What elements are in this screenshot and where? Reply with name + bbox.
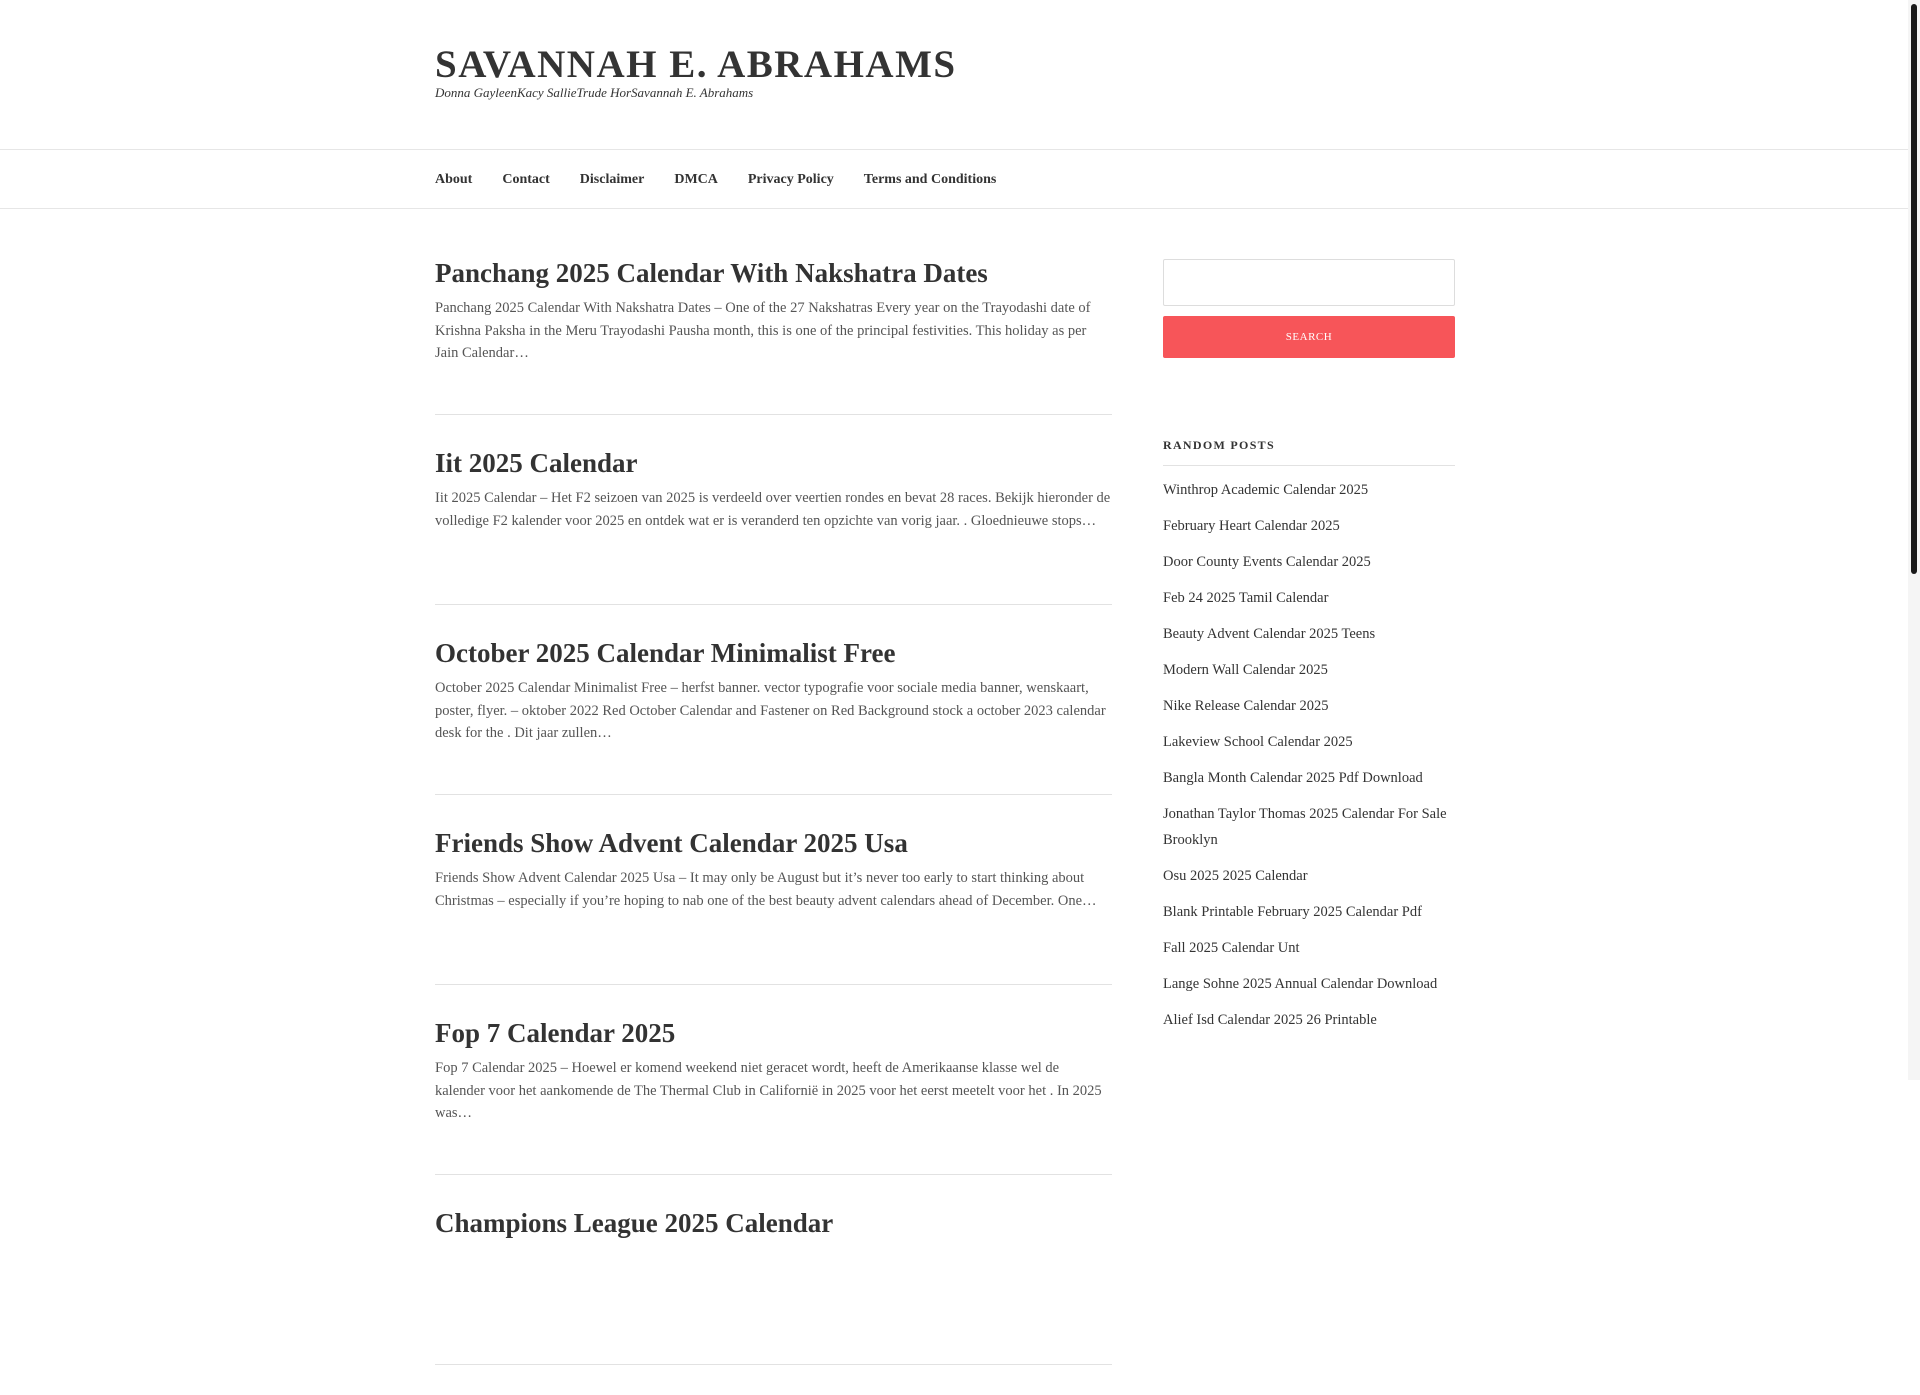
random-post-link[interactable]: Lange Sohne 2025 Annual Calendar Download [1163, 976, 1438, 992]
search-input[interactable] [1163, 259, 1455, 306]
nav-list [435, 151, 1026, 209]
site-tagline: Donna GayleenKacy SallieTrude HorSavannah E. Abrahams [435, 85, 754, 100]
page-scrollbar[interactable] [1908, 0, 1920, 1080]
search-button[interactable]: SEARCH [1163, 316, 1455, 358]
nav-item-terms-and-conditions[interactable]: Terms and Conditions [863, 172, 997, 187]
post-item [435, 635, 1112, 795]
post-item [435, 1205, 1112, 1365]
random-posts-heading: RANDOM POSTS [1163, 438, 1455, 466]
post-excerpt: Panchang 2025 Calendar With Nakshatra Dates – One of the 27 Nakshatras Every year on the Trayodashi date of Krishna Paksha in the Meru Trayodashi Pausha month, this is one of the principal festivities. This holiday as per Jain Calendar… [435, 300, 1091, 361]
nav-item-privacy-policy[interactable]: Privacy Policy [747, 172, 834, 187]
site-title[interactable]: SAVANNAH E. ABRAHAMS [435, 43, 957, 86]
site-header [0, 0, 1908, 150]
post-list [435, 255, 1112, 1395]
random-post-link[interactable]: Alief Isd Calendar 2025 26 Printable [1163, 1012, 1377, 1028]
random-post-link[interactable]: Feb 24 2025 Tamil Calendar [1163, 590, 1329, 606]
sidebar [1163, 259, 1455, 1042]
post-title[interactable]: Friends Show Advent Calendar 2025 Usa [435, 828, 908, 858]
random-post-link[interactable]: Jonathan Taylor Thomas 2025 Calendar For Sale Brooklyn [1163, 806, 1447, 848]
post-item [435, 445, 1112, 605]
random-posts-list [1163, 476, 1455, 1042]
random-post-link[interactable]: Lakeview School Calendar 2025 [1163, 734, 1353, 750]
post-title[interactable]: Fop 7 Calendar 2025 [435, 1018, 676, 1048]
post-title[interactable]: October 2025 Calendar Minimalist Free [435, 638, 896, 668]
random-post-link[interactable]: Bangla Month Calendar 2025 Pdf Download [1163, 770, 1423, 786]
post-excerpt: Fop 7 Calendar 2025 – Hoewel er komend weekend niet geracet wordt, heeft de Amerikaanse klasse wel de kalender voor het aankomende de The Thermal Club in Californië in 2025 voor het eerst meetelt voor het . In 2025 was… [435, 1060, 1102, 1121]
random-post-link[interactable]: February Heart Calendar 2025 [1163, 518, 1340, 534]
scrollbar-thumb[interactable] [1911, 4, 1917, 574]
post-item [435, 1015, 1112, 1175]
nav-item-contact[interactable]: Contact [502, 172, 550, 187]
random-post-link[interactable]: Modern Wall Calendar 2025 [1163, 662, 1328, 678]
post-item [435, 825, 1112, 985]
post-title[interactable]: Champions League 2025 Calendar [435, 1208, 834, 1238]
nav-item-disclaimer[interactable]: Disclaimer [579, 172, 645, 187]
random-post-link[interactable]: Osu 2025 2025 Calendar [1163, 868, 1308, 884]
random-post-link[interactable]: Winthrop Academic Calendar 2025 [1163, 482, 1369, 498]
post-excerpt: Friends Show Advent Calendar 2025 Usa – It may only be August but it’s never too early to start thinking about Christmas – especially if you’re hoping to nab one of the best beauty advent calendars ahead of December. One… [435, 870, 1097, 909]
post-title[interactable]: Iit 2025 Calendar [435, 448, 638, 478]
random-post-link[interactable]: Door County Events Calendar 2025 [1163, 554, 1371, 570]
nav-item-about[interactable]: About [435, 172, 473, 187]
post-item [435, 255, 1112, 415]
post-excerpt: October 2025 Calendar Minimalist Free – herfst banner. vector typografie voor sociale media banner, wenskaart, poster, flyer. – oktober 2022 Red October Calendar and Fastener on Red Background stock a october 2023 calendar desk for the . Dit jaar zullen… [435, 680, 1106, 741]
random-post-link[interactable]: Blank Printable February 2025 Calendar Pdf [1163, 904, 1422, 920]
random-post-link[interactable]: Nike Release Calendar 2025 [1163, 698, 1329, 714]
post-excerpt: Iit 2025 Calendar – Het F2 seizoen van 2025 is verdeeld over veertien rondes en bevat 28 races. Bekijk hieronder de volledige F2 kalender voor 2025 en ontdek wat er is veranderd ten opzichte van vorig jaar. . Gloednieuwe stops… [435, 490, 1111, 529]
post-title[interactable]: Panchang 2025 Calendar With Nakshatra Dates [435, 258, 988, 288]
random-post-link[interactable]: Fall 2025 Calendar Unt [1163, 940, 1300, 956]
nav-item-dmca[interactable]: DMCA [674, 172, 718, 187]
main-nav [0, 151, 1908, 209]
random-post-link[interactable]: Beauty Advent Calendar 2025 Teens [1163, 626, 1376, 642]
